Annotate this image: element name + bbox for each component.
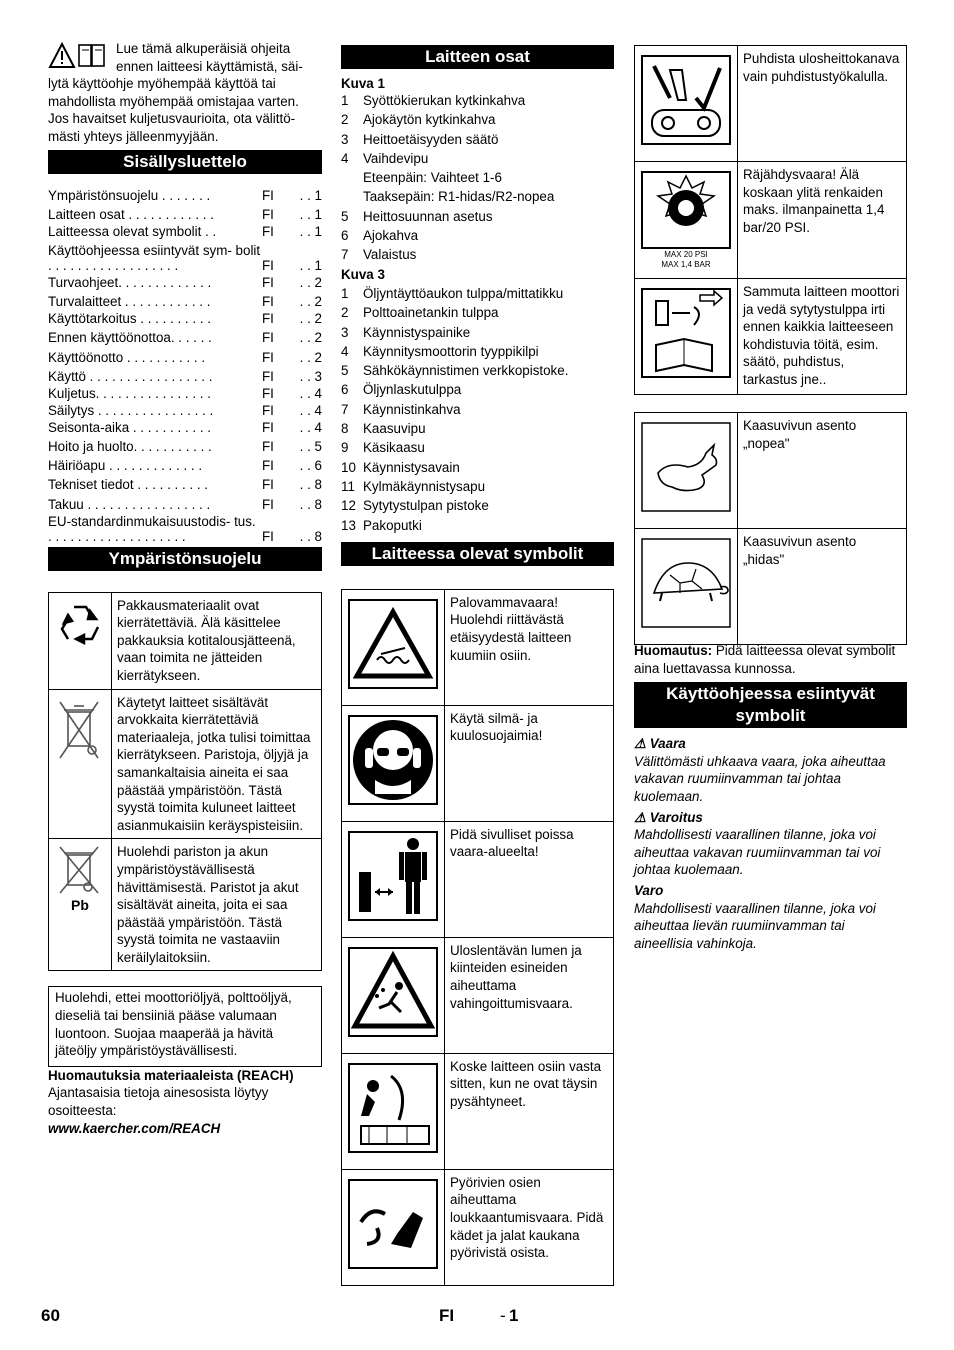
read-manual-icon	[48, 40, 108, 70]
part-name: Heittoetäisyyden säätö	[363, 131, 499, 147]
lead-label: Pb	[71, 897, 89, 914]
toc-entry[interactable]	[48, 437, 322, 456]
part-list-item	[341, 419, 614, 438]
part-name: Käynnitysmoottorin tyyppikilpi	[363, 343, 539, 359]
toc-entry-page: . . 4	[299, 419, 322, 435]
part-number: 6	[341, 228, 349, 244]
toc-entry-title: Säilytys . . . . . . . . . . . . . . . .	[48, 402, 214, 418]
device-symbol-text: Uloslentävän lumen ja kiinteiden esineiden aiheuttama vahingoittumisvaara.	[445, 937, 614, 1053]
oil-note-text: Huolehdi, ettei moottoriöljyä, polttoöljyä, dieseliä tai bensiiniä pääse valumaan luontoon. Suojaa maaperää ja hävitä jäteöljy ympäristöystävällisesti.	[55, 990, 292, 1059]
device-symbol-text: Räjähdysvaara! Älä koskaan ylitä renkaiden maks. ilmanpainetta 1,4 bar/20 PSI.	[738, 162, 907, 279]
crossed-bin-icon	[49, 689, 112, 839]
part-name: Kaasuvipu	[363, 421, 426, 437]
toc-entry[interactable]	[48, 475, 322, 494]
environment-row	[49, 839, 322, 971]
tortoise-icon	[635, 529, 738, 645]
environment-row	[49, 592, 322, 689]
toc-entry-lang: FI	[262, 458, 274, 474]
reach-title: Huomautuksia materiaaleista (REACH)	[48, 1067, 294, 1083]
device-symbol-row	[342, 589, 614, 705]
environment-row-text: Huolehdi pariston ja akun ympäristöystävällisestä hävittämisestä. Paristot ja akut sisältävät aineita, joita ei saa päästää ympäristöön. Tästä syystä toimita ne vastaaviin keräilylaitoksiin.	[112, 839, 322, 971]
toc-entry-page: . . 1	[299, 206, 322, 222]
toc-entry[interactable]	[48, 186, 322, 205]
toc-heading: Sisällysluettelo	[48, 150, 322, 174]
part-list-item	[341, 207, 614, 226]
device-symbol-text: Pidä sivulliset poissa vaara-alueelta!	[445, 821, 614, 937]
part-number: 3	[341, 131, 349, 147]
battery-bin-icon	[49, 839, 112, 971]
part-list-item	[341, 149, 614, 168]
toc-entry-title: Laitteen osat . . . . . . . . . . . .	[48, 206, 214, 222]
toc-entry-lang: FI	[262, 385, 274, 401]
toc-entry[interactable]	[48, 241, 322, 273]
part-list-item	[341, 516, 614, 535]
device-symbol-row	[342, 1169, 614, 1285]
part-name: Sytytystulpan pistoke	[363, 498, 489, 514]
toc-entry-title: Hoito ja huolto. . . . . . . . . . .	[48, 438, 212, 454]
footer-dash: -	[500, 1306, 506, 1325]
device-symbol-text: Palovammavaara! Huolehdi riittävästä etäisyydestä laitteen kuumiin osiin.	[445, 589, 614, 705]
tire-max-psi: MAX 20 PSI	[664, 250, 708, 259]
device-symbol-row	[635, 46, 907, 162]
toc-entry-title: Ennen käyttöönottoa. . . . . .	[48, 330, 212, 346]
warning-heading	[634, 809, 907, 827]
toc-entry[interactable]	[48, 273, 322, 292]
part-list-item	[341, 380, 614, 399]
toc-entry[interactable]	[48, 418, 322, 437]
toc-entry-title: Ympäristönsuojelu . . . . . . .	[48, 187, 211, 203]
part-number: 5	[341, 208, 349, 224]
part-name: Käynnistinkahva	[363, 401, 461, 417]
device-symbol-text: Pyörivien osien aiheuttama loukkaantumisvaara. Pidä kädet ja jalat kaukana pyörivistä osista.	[445, 1169, 614, 1285]
toc-entry[interactable]	[48, 328, 322, 347]
part-name: Ajokäytön kytkinkahva	[363, 112, 496, 128]
toc-entry-title: Käyttöohjeessa esiintyvät sym- bolit . . . . . . . . . . . . . . . . . .	[48, 242, 261, 273]
device-symbol-row	[342, 821, 614, 937]
toc-entry-page: . . 1	[299, 223, 322, 239]
toc-entry-page: . . 2	[299, 349, 322, 365]
toc-entry-title: Takuu . . . . . . . . . . . . . . . . .	[48, 496, 211, 512]
device-symbol-text: Käytä silmä- ja kuulosuojaimia!	[445, 705, 614, 821]
toc-entry-page: . . 2	[299, 311, 322, 327]
part-number: 4	[341, 343, 349, 359]
toc-list	[48, 186, 322, 544]
symbols-note-text: Pidä laitteessa olevat symbolit aina luettavassa kunnossa.	[634, 643, 896, 676]
toc-entry-page: . . 1	[299, 187, 322, 203]
toc-entry-lang: FI	[262, 496, 274, 512]
manual-symbols-heading: Käyttöohjeessa esiintyvät symbolit	[634, 682, 907, 728]
part-list-item	[341, 438, 614, 457]
toc-entry-title: Turvalaitteet . . . . . . . . . . . .	[48, 294, 211, 310]
part-name: Käynnistyspainike	[363, 324, 471, 340]
toc-entry[interactable]	[48, 495, 322, 512]
device-symbol-row	[342, 705, 614, 821]
part-name: Syöttökierukan kytkinkahva	[363, 93, 526, 108]
part-list-item	[341, 342, 614, 361]
part-name: Öljyntäyttöaukon tulppa/mittatikku	[363, 285, 564, 301]
toc-entry[interactable]	[48, 512, 322, 544]
toc-entry[interactable]	[48, 456, 322, 475]
part-number: 9	[341, 440, 349, 456]
reach-link[interactable]: www.kaercher.com/REACH	[48, 1120, 221, 1136]
device-symbol-row	[342, 1053, 614, 1169]
environment-row	[49, 689, 322, 839]
toc-entry-page: . . 2	[299, 330, 322, 346]
toc-entry[interactable]	[48, 348, 322, 367]
column-right	[634, 40, 907, 952]
toc-entry-title: Tekniset tiedot . . . . . . . . . .	[48, 477, 209, 493]
part-name: Kylmäkäynnistysapu	[363, 478, 486, 494]
toc-entry-title: Turvaohjeet. . . . . . . . . . . . .	[48, 274, 212, 290]
oil-note-box	[48, 986, 322, 1066]
toc-entry-lang: FI	[262, 257, 274, 273]
toc-entry-title: EU-standardinmukaisuustodis- tus. . . . . . . . . . . . . . . . . . . .	[48, 513, 256, 544]
part-name: Ajokahva	[363, 228, 419, 244]
toc-entry[interactable]	[48, 205, 322, 222]
toc-entry-lang: FI	[262, 274, 274, 290]
footer-lang: FI	[439, 1306, 455, 1325]
toc-entry-page: . . 1	[299, 257, 322, 273]
symbols-note-label: Huomautus:	[634, 643, 713, 658]
rotating-parts-hand-icon	[342, 1169, 445, 1285]
danger-label: Vaara	[649, 736, 686, 752]
toc-entry-page: . . 3	[299, 368, 322, 384]
toc-entry[interactable]	[48, 384, 322, 401]
part-name: Sähkökäynnistimen verkkopistoke.	[363, 363, 569, 379]
part-number: 11	[341, 478, 355, 494]
toc-entry-title: Laitteessa olevat symbolit . .	[48, 223, 217, 239]
toc-entry-page: . . 6	[299, 458, 322, 474]
toc-entry-lang: FI	[262, 368, 274, 384]
part-list-item	[341, 284, 614, 303]
toc-entry-lang: FI	[262, 349, 274, 365]
figure-3-label: Kuva 3	[341, 266, 385, 282]
toc-entry-lang: FI	[262, 419, 274, 435]
parts-list	[341, 77, 614, 535]
footer-sub-page: 1	[509, 1306, 519, 1325]
manual-symbols-list	[634, 735, 907, 952]
page-number: 60	[41, 1306, 60, 1325]
parts-heading: Laitteen osat	[341, 45, 614, 69]
device-symbol-text: Sammuta laitteen moottori ja vedä sytytystulppa irti ennen kaikkia laitteeseen kohdistuvia töitä, esim. säätö, puhdistus, tarkastus jne..	[738, 279, 907, 395]
part-list-item	[341, 245, 614, 264]
part-number: 5	[341, 363, 349, 379]
toc-entry-title: Käyttöönotto . . . . . . . . . . .	[48, 349, 206, 365]
warning-text: Mahdollisesti vaarallinen tilanne, joka voi aiheuttaa vakavan ruumiinvamman tai voi johtaa kuolemaan.	[634, 827, 881, 878]
remove-spark-plug-icon	[635, 279, 738, 395]
toc-entry-page: . . 8	[299, 496, 322, 512]
part-list-item	[341, 91, 614, 110]
tire-explosion-icon	[635, 162, 738, 279]
toc-entry-lang: FI	[262, 223, 274, 239]
caution-label: Varo	[634, 882, 664, 898]
eye-ear-protection-icon	[342, 705, 445, 821]
toc-entry-page: . . 5	[299, 438, 322, 454]
part-number: 10	[341, 459, 356, 475]
part-number: 1	[341, 93, 349, 108]
part-list-item	[341, 458, 614, 477]
device-symbol-text: Puhdista ulosheittokanava vain puhdistustyökalulla.	[738, 46, 907, 162]
part-name: Öljynlaskutulppa	[363, 382, 462, 398]
device-symbols-heading: Laitteessa olevat symbolit	[341, 542, 614, 566]
figure-1-label: Kuva 1	[341, 76, 385, 91]
toc-entry[interactable]	[48, 401, 322, 418]
device-symbols-table-2	[634, 45, 907, 395]
wait-until-stopped-icon	[342, 1053, 445, 1169]
toc-entry-page: . . 4	[299, 385, 322, 401]
reach-text: Ajantasaisia tietoja ainesosista löytyy osoitteesta:	[48, 1085, 269, 1119]
toc-entry-title: Käyttötarkoitus . . . . . . . . . .	[48, 311, 211, 327]
environment-row-text: Pakkausmateriaalit ovat kierrätettäviä. Älä käsittelee pakkauksia kotitalousjätteenä, vaan toimita ne jätteiden kierrätykseen.	[112, 592, 322, 689]
toc-entry-page: . . 8	[299, 477, 322, 493]
part-list-item	[341, 110, 614, 129]
toc-entry-title: Seisonta-aika . . . . . . . . . . .	[48, 419, 211, 435]
throttle-symbol-row	[635, 529, 907, 645]
part-name: Heittosuunnan asetus	[363, 208, 493, 224]
part-list-item	[341, 400, 614, 419]
part-list-item	[341, 303, 614, 322]
part-list-item	[341, 361, 614, 380]
part-list-item	[341, 226, 614, 245]
gear-reverse: Taaksepäin: R1-hidas/R2-nopea	[363, 189, 555, 205]
part-number: 7	[341, 401, 349, 417]
part-number: 1	[341, 285, 349, 301]
toc-entry[interactable]	[48, 367, 322, 384]
environment-row-text: Käytetyt laitteet sisältävät arvokkaita kierrätettäviä materiaaleja, jotka tulisi toimittaa kierrätykseen. Paristoja, öljyjä ja samankaltaisia aineita ei saa päästää ympäristöön. Tästä syystä toimita kuluneet laitteet asianmukaisiin keräyspisteisiin.	[112, 689, 322, 839]
toc-entry[interactable]	[48, 292, 322, 309]
part-name: Pakoputki	[363, 517, 422, 533]
caution-text: Mahdollisesti vaarallinen tilanne, joka voi aiheuttaa lievän ruumiinvamman tai aineellisia vahinkoja.	[634, 900, 876, 951]
danger-text: Välittömästi uhkaava vaara, joka aiheuttaa vakavan ruumiinvamman tai johtaa kuolemaan.	[634, 753, 886, 804]
toc-entry-title: Käyttö . . . . . . . . . . . . . . . . .	[48, 368, 213, 384]
toc-entry-lang: FI	[262, 477, 274, 493]
toc-entry-lang: FI	[262, 330, 274, 346]
part-number: 12	[341, 498, 356, 514]
toc-entry-lang: FI	[262, 206, 274, 222]
warning-triangle-icon: ⚠	[634, 736, 647, 752]
part-name: Vaihdevipu	[363, 150, 429, 166]
part-number: 2	[341, 112, 349, 128]
part-number: 4	[341, 150, 349, 166]
throttle-symbols-table	[634, 412, 907, 645]
part-name: Käsikaasu	[363, 440, 425, 456]
toc-entry-lang: FI	[262, 187, 274, 203]
device-symbol-row	[635, 162, 907, 279]
toc-entry[interactable]	[48, 222, 322, 241]
throttle-symbol-text: Kaasuvivun asento „hidas"	[738, 529, 907, 645]
thrown-objects-warning-icon	[342, 937, 445, 1053]
part-number: 8	[341, 421, 349, 437]
toc-entry-lang: FI	[262, 294, 274, 310]
device-symbol-text: Koske laitteen osiin vasta sitten, kun ne ovat täysin pysähtyneet.	[445, 1053, 614, 1169]
chute-cleaning-tool-icon	[635, 46, 738, 162]
toc-entry-page: . . 2	[299, 274, 322, 290]
device-symbol-row	[635, 279, 907, 395]
toc-entry-lang: FI	[262, 311, 274, 327]
recycle-icon	[49, 592, 112, 689]
environment-heading: Ympäristönsuojelu	[48, 547, 322, 571]
column-middle	[341, 40, 614, 1286]
part-number: 13	[341, 517, 356, 533]
intro-line-2: ennen laitteesi käyttämistä, säi-	[116, 58, 303, 74]
gear-forward: Eteenpäin: Vaihteet 1-6	[363, 170, 502, 186]
toc-entry-title: Häiriöapu . . . . . . . . . . . . .	[48, 458, 203, 474]
column-left	[48, 40, 322, 1137]
part-number: 7	[341, 247, 349, 263]
throttle-symbol-text: Kaasuvivun asento „nopea"	[738, 413, 907, 529]
part-list-item	[341, 496, 614, 515]
part-name: Käynnistysavain	[363, 459, 460, 475]
toc-entry[interactable]	[48, 309, 322, 328]
part-list-item	[341, 323, 614, 342]
toc-entry-page: . . 4	[299, 402, 322, 418]
toc-entry-lang: FI	[262, 402, 274, 418]
device-symbols-table	[341, 589, 614, 1286]
toc-entry-lang: FI	[262, 438, 274, 454]
toc-entry-page: . . 2	[299, 294, 322, 310]
part-number: 3	[341, 324, 349, 340]
toc-entry-lang: FI	[262, 528, 274, 544]
part-number: 2	[341, 305, 349, 321]
hare-icon	[635, 413, 738, 529]
environment-table	[48, 592, 322, 972]
danger-heading	[634, 735, 907, 753]
warning-triangle-icon: ⚠	[634, 809, 647, 825]
part-list-item	[341, 130, 614, 149]
throttle-symbol-row	[635, 413, 907, 529]
part-list-item	[341, 477, 614, 496]
intro-block	[48, 40, 322, 146]
intro-text: lytä käyttöohje myöhempää käyttöä tai mahdollista myöhempää omistajaa varten. Jos havaitset kuljetusvaurioita, ota välittö- mästi yhteys jälleenmyyjään.	[48, 76, 299, 144]
hot-surface-warning-icon	[342, 589, 445, 705]
part-number: 6	[341, 382, 349, 398]
warning-label: Varoitus	[649, 809, 703, 825]
toc-entry-page: . . 8	[299, 528, 322, 544]
symbols-note	[634, 642, 907, 677]
part-name: Polttoainetankin tulppa	[363, 305, 499, 321]
tire-max-bar: MAX 1,4 BAR	[661, 260, 711, 269]
toc-entry-title: Kuljetus. . . . . . . . . . . . . . . .	[48, 385, 211, 401]
intro-line-1: Lue tämä alkuperäisiä ohjeita	[116, 41, 291, 56]
device-symbol-row	[342, 937, 614, 1053]
part-name: Valaistus	[363, 247, 417, 263]
keep-distance-icon	[342, 821, 445, 937]
